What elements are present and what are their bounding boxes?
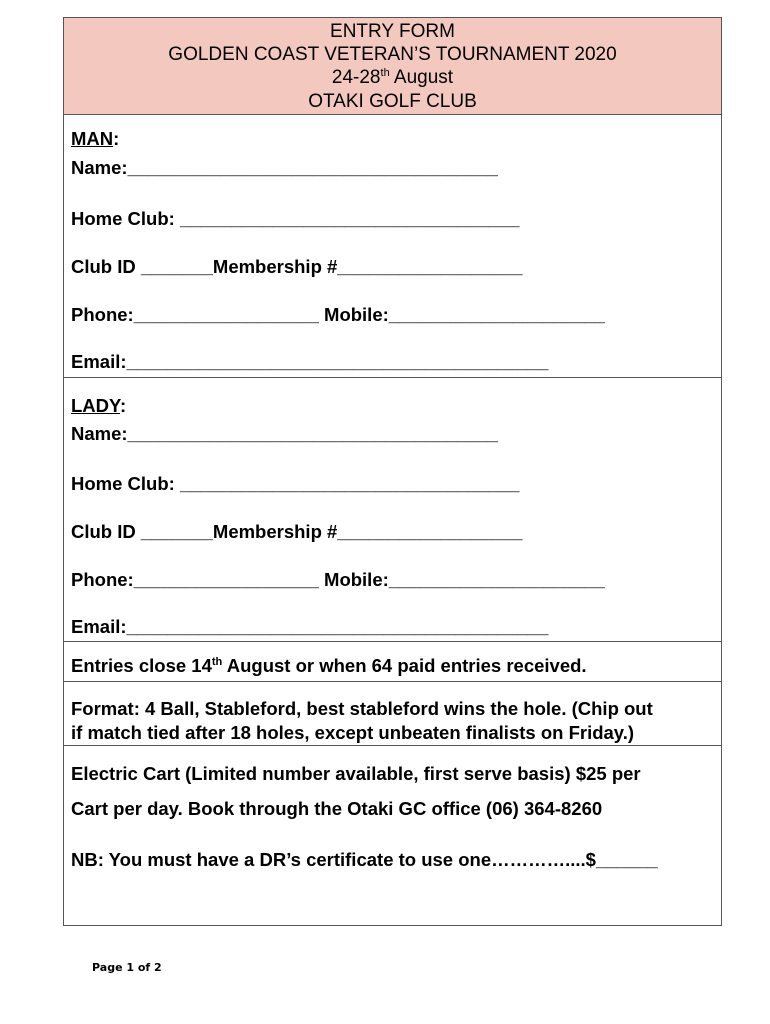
entry-form bbox=[63, 17, 722, 926]
cart-line-1: Electric Cart (Limited number available, first serve basis) $25 per bbox=[71, 763, 641, 784]
man-club-id-field[interactable]: Club ID _______Membership #__________________ bbox=[71, 256, 523, 277]
lady-name-field[interactable]: Name:____________________________________ bbox=[71, 423, 498, 444]
lady-heading: LADY: bbox=[71, 395, 127, 416]
lady-club-id-field[interactable]: Club ID _______Membership #__________________ bbox=[71, 521, 523, 542]
format-line-2: if match tied after 18 holes, except unbeaten finalists on Friday.) bbox=[71, 722, 635, 743]
cart-certificate-field[interactable]: NB: You must have a DR’s certificate to use one…………....$______ bbox=[71, 849, 658, 870]
man-phone-field[interactable]: Phone:__________________ Mobile:_____________________ bbox=[71, 304, 605, 325]
lady-phone-field[interactable]: Phone:__________________ Mobile:_____________________ bbox=[71, 569, 605, 590]
entries-close-text: Entries close 14th August or when 64 paid entries received. bbox=[71, 655, 587, 676]
cart-section bbox=[64, 745, 721, 925]
lady-section bbox=[64, 377, 721, 641]
entries-section bbox=[64, 641, 721, 681]
page-number: Page 1 of 2 bbox=[92, 961, 162, 974]
format-section bbox=[64, 681, 721, 745]
man-name-field[interactable]: Name:____________________________________ bbox=[71, 157, 498, 178]
tournament-dates: 24-28th August bbox=[331, 67, 454, 88]
man-section bbox=[64, 115, 721, 377]
man-heading: MAN: bbox=[71, 128, 120, 149]
lady-email-field[interactable]: Email:_________________________________________ bbox=[71, 616, 549, 637]
man-email-field[interactable]: Email:_________________________________________ bbox=[71, 351, 549, 372]
tournament-name: GOLDEN COAST VETERAN’S TOURNAMENT 2020 bbox=[168, 44, 617, 65]
form-header bbox=[64, 18, 721, 115]
club-name: OTAKI GOLF CLUB bbox=[308, 91, 477, 112]
form-title: ENTRY FORM bbox=[330, 21, 455, 42]
cart-line-2: Cart per day. Book through the Otaki GC office (06) 364-8260 bbox=[71, 798, 603, 819]
format-line-1: Format: 4 Ball, Stableford, best stableford wins the hole. (Chip out bbox=[71, 698, 653, 719]
lady-home-club-field[interactable]: Home Club: _________________________________ bbox=[71, 473, 520, 494]
man-home-club-field[interactable]: Home Club: _________________________________ bbox=[71, 208, 520, 229]
